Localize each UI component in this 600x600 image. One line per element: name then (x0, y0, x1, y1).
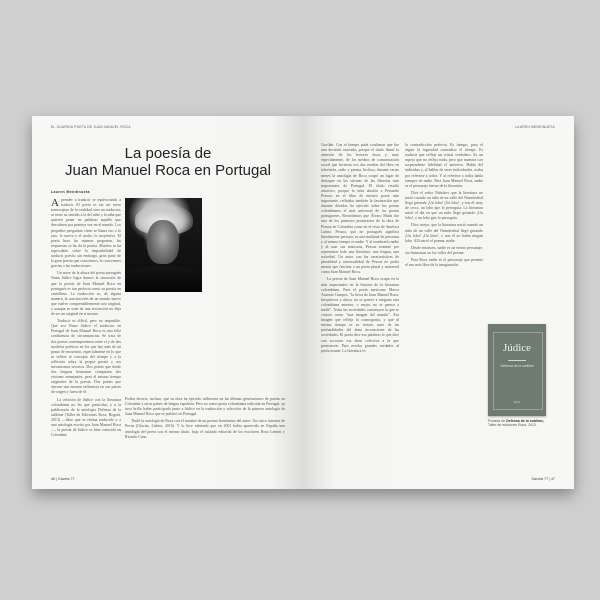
paragraph: Dice el señor Nabokov que la literatura no nació cuando un niño de un valle del Neanderthal llegó gritando ¡Un lobo! ¡Un lobo!, y tras él, muy de cerca, un lobo que lo perseguía. La literatura nació el día en que un niño llegó gritando ¡Un lobo!, y un lobo gris lo perseguía. (405, 190, 483, 221)
title-line-1: La poesía de (124, 145, 212, 162)
paragraph: Traducir es difícil, pero no imposible. Que sea Nuno Júdice el traductor en Portugal de Juan Manuel Roca es una feliz confluencia de circunstancias. Se trata de dos poetas contemporáneos entre sí y de dos modelos poéticos en los que hay más de un punto de encuentro, especialmente en lo que se refiere al concepto del tiempo y a la reflexión sobre la propia poesía y sus mecanismos secretos. Dos poetas que desde dos lenguas hermanas comparten dos visiones semejantes, pero al mismo tiempo originales de la poesía. Dos poetas que ejercen una enorme influencia en sus países de origen y fuera de él. (51, 319, 121, 395)
author-portrait-photo (125, 198, 202, 292)
book-cover-image (488, 324, 546, 416)
paragraph: Titulé la antología de Roca con el nombre de un poema homónimo del autor: Un cinco internos de Pevas (Glaciar, Lisboa, 2016). Y lo hice sabiendo que en 2001 había aparecido en España una antología del poeta con el mismo título, bajo el cuidado editorial de los escritores Rosa Lentini y Ricardo Cano (125, 419, 285, 439)
book-cover-author: Júdice (502, 342, 532, 354)
book-cover-publisher: Roca (513, 400, 521, 404)
left-column-1 (51, 198, 121, 463)
book-cover-subtitle: Defensa de lo sublime (500, 364, 534, 368)
paragraph: Podría decirse, incluso, que su obra ha ejercido influencia en las últimas generaciones de poetas en Colombia y otros países de lengua española. Pero no como poeta colombiana radicada en Portugal, ya tuvo brillo haber participado junto a Júdice en la traducción y selección de la primera antología de Juan Manuel Roca que se publicó en Portugal. (125, 397, 285, 417)
folio-right: Gaceta 77 | 47 (531, 477, 555, 481)
left-page (32, 116, 303, 489)
right-column-2 (405, 143, 483, 463)
drop-cap: A (51, 198, 59, 209)
running-head-right: LAUREN MENDINUETA (515, 125, 555, 129)
paragraph: La relación de Júdice con la literatura colombiana no les que particular, y a la publicación de la antología Defensa de la sublime (Taller de Ediciones Roca, Bogotá, 2013) —libro que se estima traducido y a una antología escrito por Juan Manuel Roca—, la poesía de Júdice es bien conocida en Colombia. (51, 397, 121, 438)
paragraph: Para Roca nadie es el personaje que permite el uso más libre de la imaginación. (405, 257, 483, 268)
paragraph: Un autor de la altura del poeta portugués Nuno Júdice logra darnos la sensación de que la poesía de Juan Manuel Roca en portugués es tan perfecta como su poesía en castellano. La traducción es, de alguna manera, la construcción de un mundo nuevo que vuelve comprensiblemente otro original, y aunque se trate de una recreación no deja de ser un original en sí mismo. (51, 271, 121, 317)
title-line-2: Juan Manuel Roca en Portugal (65, 161, 271, 179)
paragraph: la contradicción perfecta. Es tiempo, para el seguir la fugacidad contradice el tiempo. Es traducir que refleja un cristal verdadero. Es un espejo que no refleja nada, pero que muestra con sorprendente fidelidad el universo. Habla del individuo y, al hablar de seres individuales, acaba por referirse a todos. Y al referirse a todos habla siempre de nadie. Para Juan Manuel Roca, nadie es el personaje eterno de la literatura. (405, 143, 483, 188)
right-page (303, 116, 574, 489)
folio-left: 46 | Gaceta 77 (51, 477, 75, 481)
author-byline: Lauren Mendinueta (51, 190, 90, 194)
magazine-spread (32, 116, 574, 489)
running-head-left: EL GUARDIA POETA DE JUAN MANUEL ROCA (51, 125, 131, 129)
paragraph: Aprender a traducir se equivocando a traducir. El poeta es sin ser mero transcriptor de la realidad sino un traductor, se tiene su sentido a la del niño y la niña que quieren poner en palabras aquello que descubren por primera vez en el mundo. Los pequeños preguntan cómo se llama eso o lo otro, lo nuevo y el asalto, lo sorpresivo. El poeta hace las mismas preguntas, las respuestas se las da la poesía. Muchos se ha especulado sobre la imposibilidad de traducir poesía; sin embargo, gran parte de la gran poesía que conocemos, la conocemos gracias a las traducciones. (51, 198, 121, 269)
paragraph: Dice, mejor, que la literatura nació cuando un niño de un valle del Neanderthal llegó gritando ¡Un lobo! ¡Un lobo!, y tras él no había ningún lobo. Allí nació el poema, nadie. (405, 223, 483, 243)
paragraph: La poesía de Juan Manuel Roca ocupa en la más importantes en la historia de la literatura colombiana. Para el poeta mexicano Marco Antonio Campos, "la lírica de Juan Manuel Roca, inequívoca y única, no se parece a ninguna otra colombiana anterior, o mejor, no se parece a nadie". Todas las sociedades construyen lo que se conoce como "una imagen del mundo". Esa imagen que refleja la cosmogonía, y que al mismo tiempo es su retrato, nace de las profundidades del alma inconsciente de las sociedades. El poeta dice esa palabras lo que dice con acciones esa alma colectiva a la que pertenecen. Para revelar grandes verdades al poeta asume. La literatura es (321, 277, 399, 353)
paragraph: Gavilán. Con el tiempo pude confirmar que fue una decisión acertada, porque el título llamó la atención de los lectores lusos y, muy especialmente, de los medios de comunicación social que hicieron eco das reseñas del libro en televisión, radio y prensa. Incluso, durante varias meses la antología de Roca ocupó un lugar de destaque en las vitrinas de las librerías más importantes de Portugal. El título resultó atractivo, porque la ruda alusión a Ferrando Pessoa, en el libro de nuestro poeta más importante, reflejaba también la fascinación que durante décadas ha ejercido sobre los poetas colombianos el más universal de los poetas portugueses. Recordemos que Álvaro Mutis fue uno de los primeros promotores de la obra de Pessoa en Colombia como en el resto de América Latina. Pessoa, que no portugués significa literalmente persona, es una multitud de personas y al mismo tiempo es nadie. Y al nombrarlo nadie y al usar sus máscaras, Pessoa terminó por representar toda una literatura, una lengua, una sociedad. Un autor con las características de pluralidad y universalidad de Pessoa no podía menos que fascinar a un poeta plural y universal como Juan Manuel Roca. (321, 143, 399, 275)
right-column-3 (488, 143, 554, 313)
article-title (50, 146, 286, 180)
right-column-1 (321, 143, 399, 463)
paragraph: Desde entonces, nadie es un eterno personaje, sin fantasmas en los valles del poema. (405, 245, 483, 255)
left-column-2 (125, 397, 285, 465)
book-caption: Portada de Defensa de lo sublime, Taller de ediciones Roca, 2013. (488, 419, 545, 428)
